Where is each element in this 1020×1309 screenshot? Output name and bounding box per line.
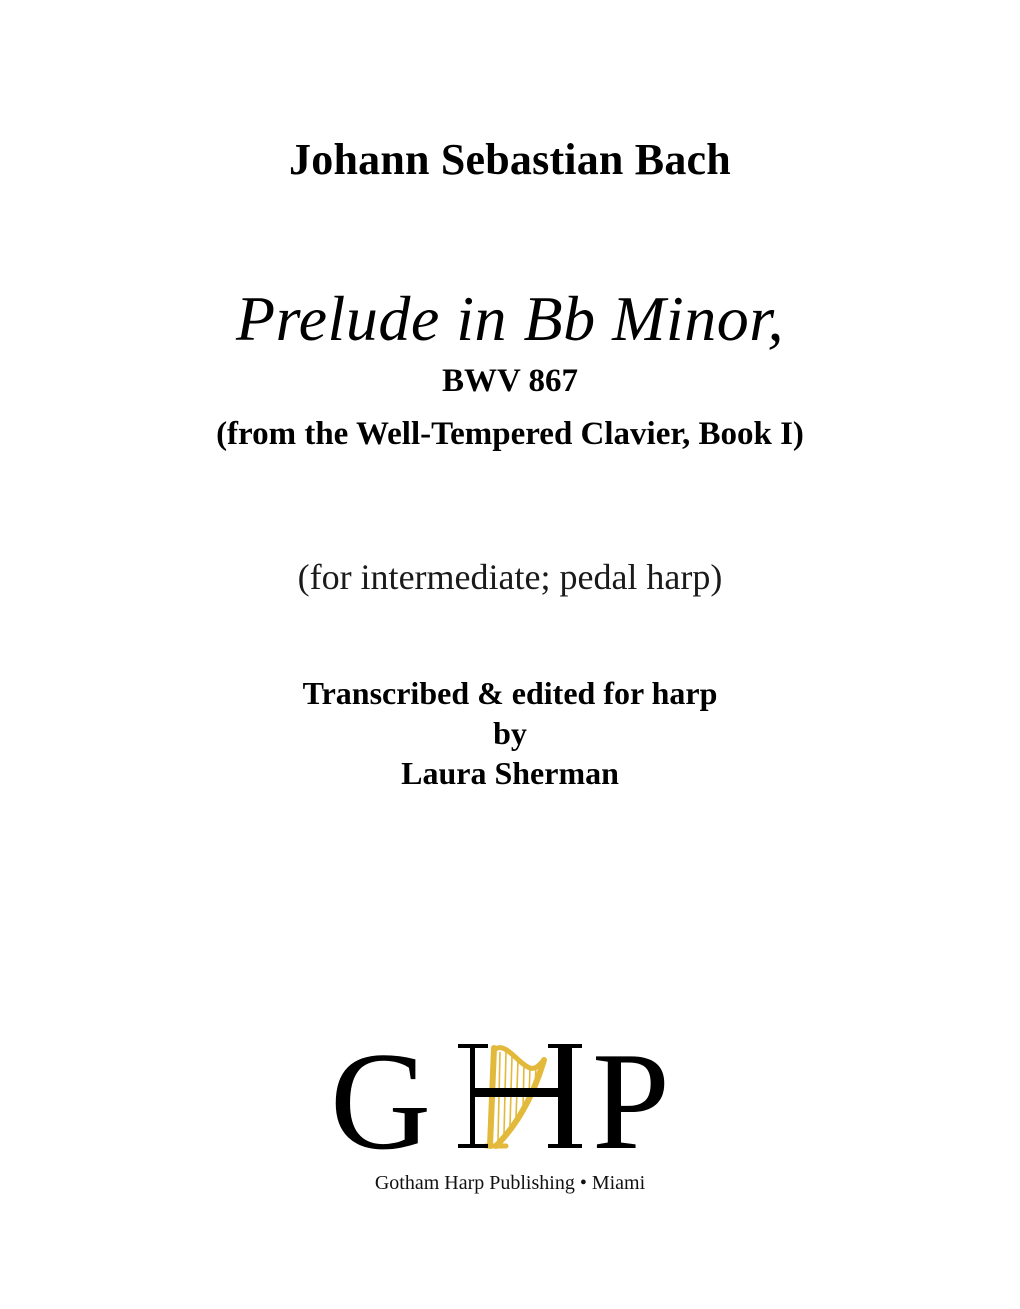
arranger-name: Laura Sherman xyxy=(401,755,619,791)
credit-line-transcribed: Transcribed & edited for harp xyxy=(302,675,718,711)
catalog-number: BWV 867 xyxy=(442,363,578,399)
logo-letter-g: G xyxy=(330,1030,432,1160)
publisher-name: Gotham Harp Publishing • Miami xyxy=(374,1172,646,1194)
source-work: (from the Well-Tempered Clavier, Book I) xyxy=(216,416,804,452)
difficulty-level: (for intermediate; pedal harp) xyxy=(297,557,723,597)
credit-line-by: by xyxy=(493,715,527,751)
composer-name: Johann Sebastian Bach xyxy=(289,135,731,184)
piece-title: Prelude in Bb Minor, xyxy=(236,283,784,354)
logo-letter-p: P xyxy=(592,1030,670,1160)
publisher-logo xyxy=(330,1030,690,1160)
